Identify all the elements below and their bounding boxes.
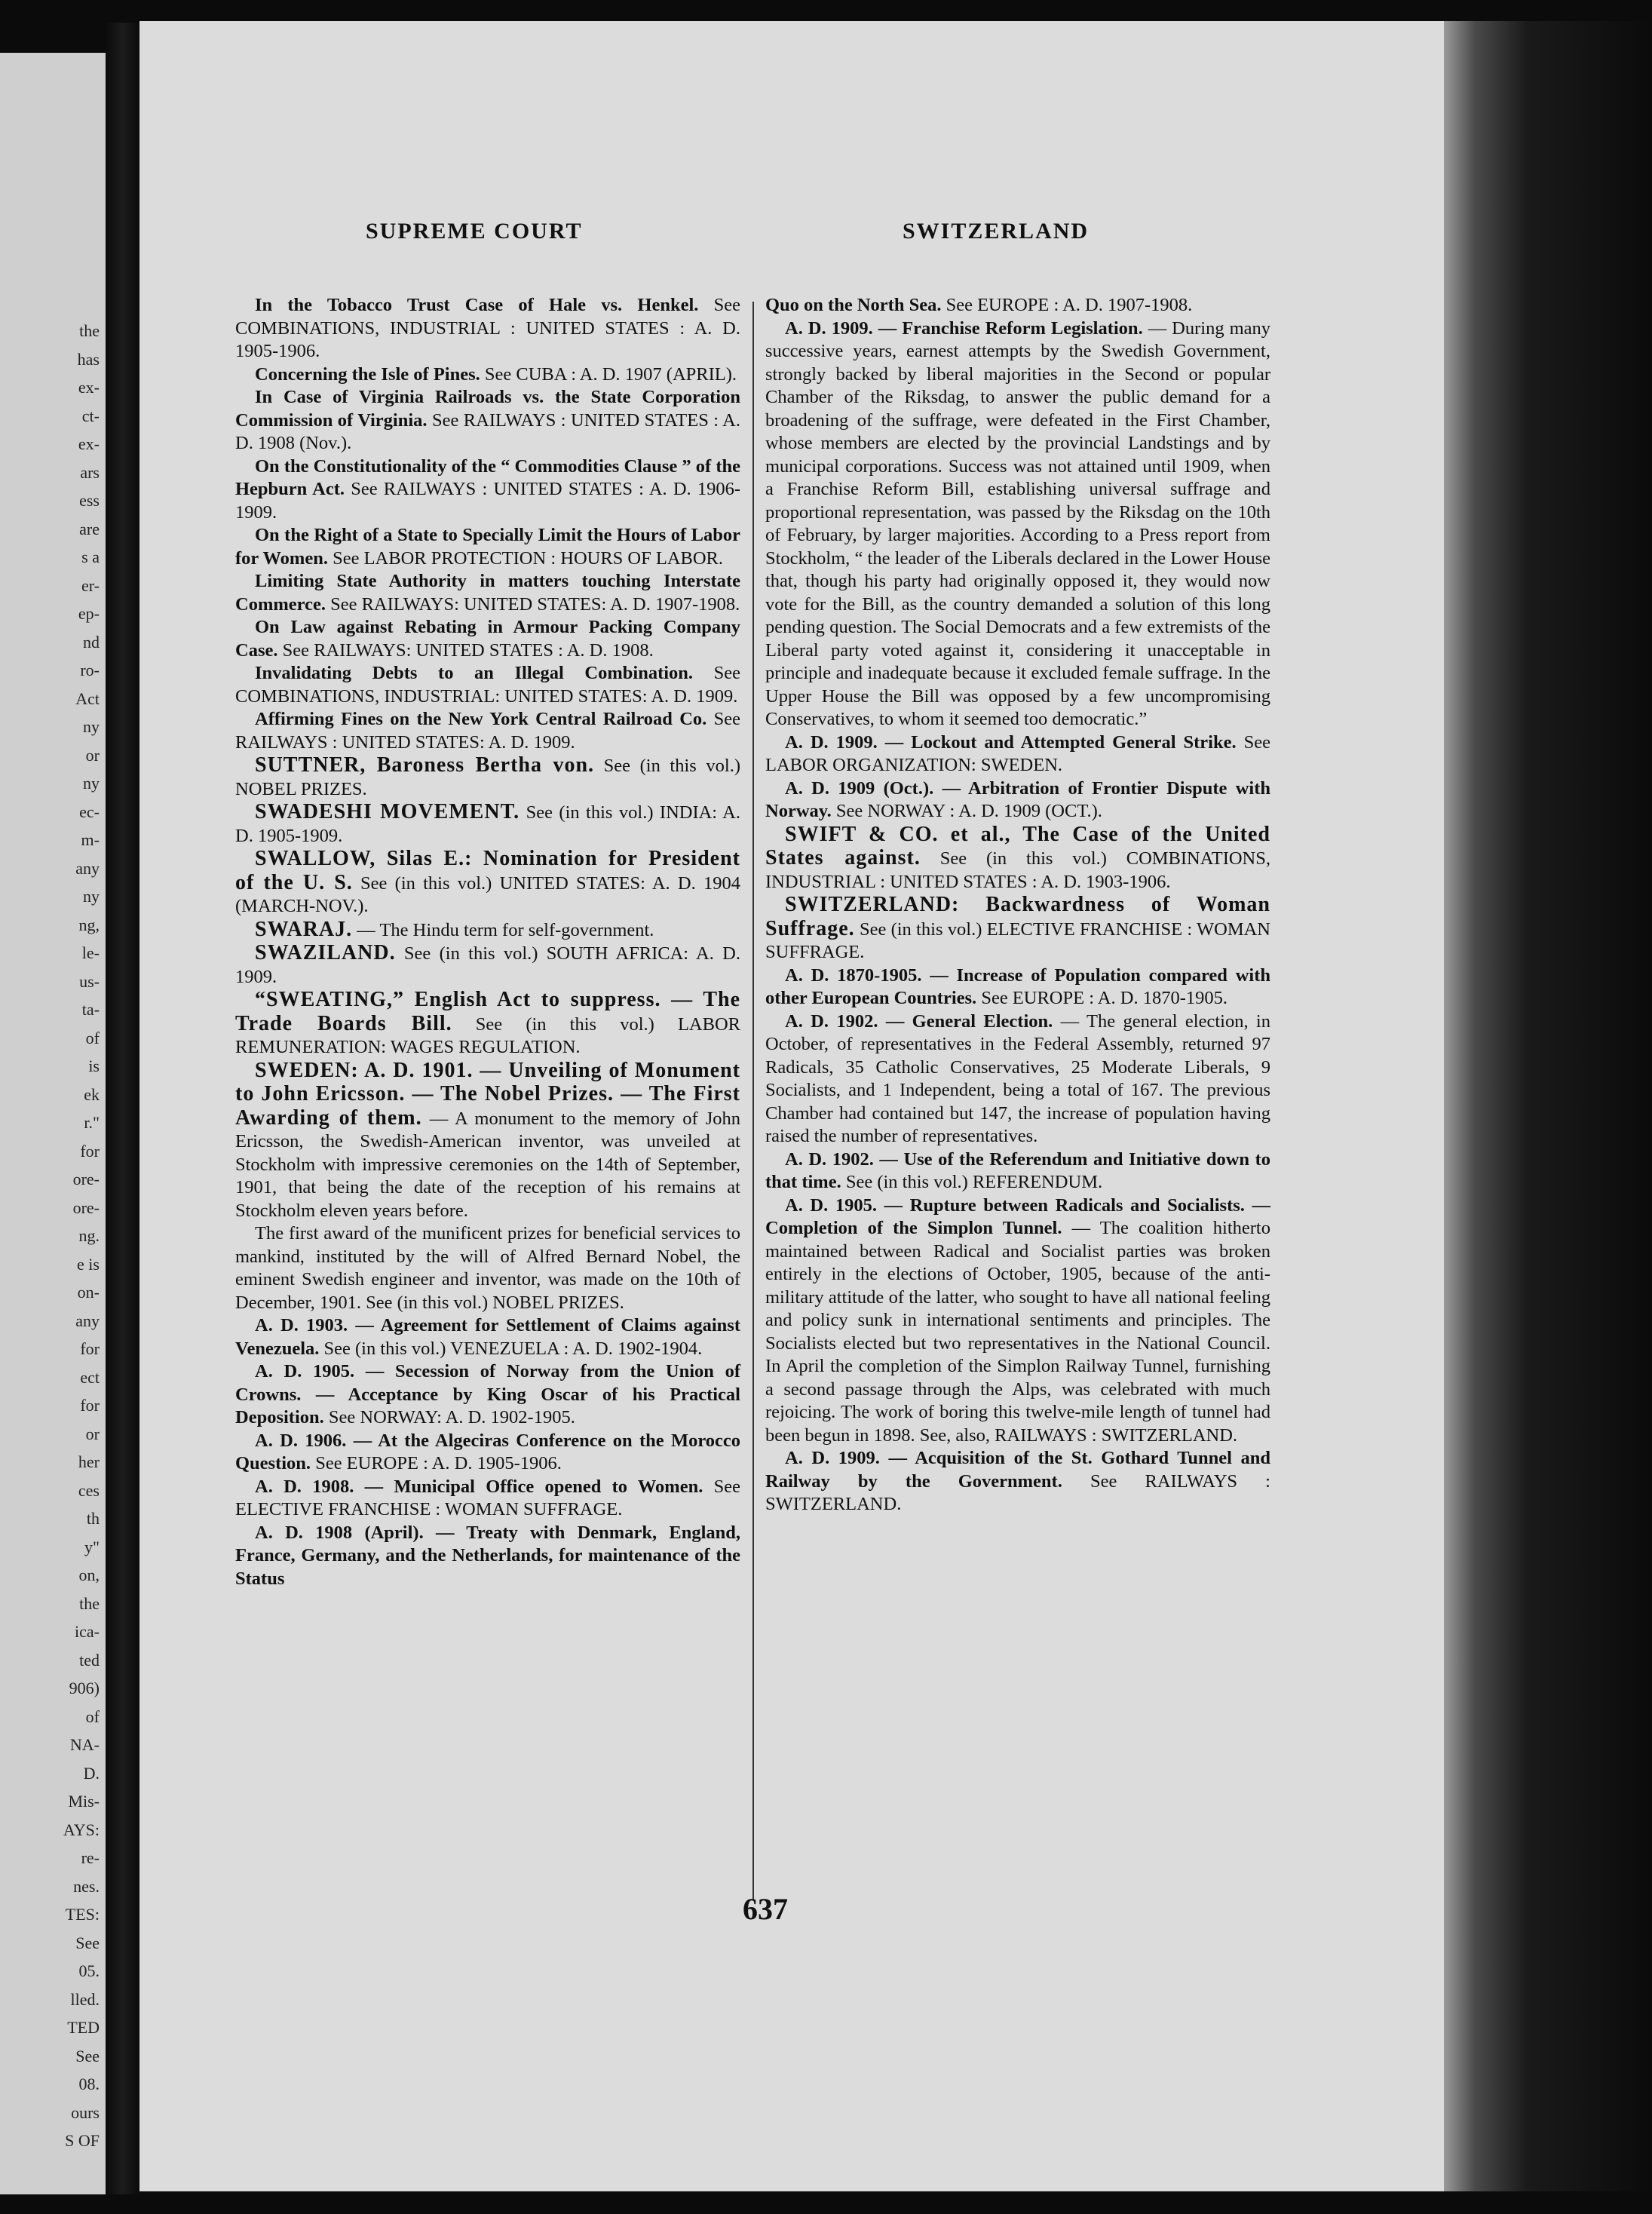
index-entry <box>765 823 1270 894</box>
margin-fragment: le- <box>81 943 100 962</box>
index-entry <box>235 1476 740 1522</box>
entry-text: See COMBINATIONS, INDUSTRIAL: UNITED STATES: A. D. 1909. <box>235 663 741 707</box>
entry-subheading: A. D. 1909. — Franchise Reform Legislation. <box>785 317 1143 339</box>
entry-subheading: A. D. 1905. — Secession of Norway from the Union of Crowns. — Acceptance by King Oscar of his Practical Deposition. <box>235 1361 740 1427</box>
margin-fragment: ect <box>80 1367 100 1387</box>
margin-fragment: has <box>77 349 100 369</box>
entry-subheading: A. D. 1905. — Rupture between Radicals and Socialists. — Completion of the Simplon Tunnel. <box>765 1194 1270 1238</box>
margin-fragment: ore- <box>72 1197 100 1217</box>
index-entry <box>235 386 740 455</box>
margin-fragment: 08. <box>78 2074 100 2093</box>
margin-fragment: us- <box>79 971 100 991</box>
entry-subheading: Invalidating Debts to an Illegal Combination. <box>255 663 694 683</box>
index-entry <box>765 964 1270 1010</box>
previous-page-edge <box>0 53 106 2194</box>
entry-text: See COMBINATIONS, INDUSTRIAL : UNITED STATES : A. D. 1905-1906. <box>235 295 740 361</box>
index-entry <box>235 294 740 363</box>
margin-fragment: on, <box>78 1565 100 1584</box>
entry-text: See RAILWAYS: UNITED STATES : A. D. 1908. <box>277 639 654 661</box>
margin-fragment: ec- <box>79 802 100 821</box>
index-entry <box>765 294 1270 317</box>
index-entry <box>235 363 740 387</box>
margin-fragment: 906) <box>69 1679 100 1697</box>
margin-fragment: D. <box>83 1763 100 1783</box>
entry-text: See CUBA : A. D. 1907 (APRIL). <box>480 363 737 385</box>
margin-fragment: nes. <box>73 1876 100 1896</box>
index-entry <box>235 754 740 801</box>
margin-fragment: er- <box>81 575 100 595</box>
entry-subheading: A. D. 1903. — Agreement for Settlement of Claims against Venezuela. <box>235 1315 740 1359</box>
index-entry <box>765 1148 1270 1194</box>
index-entry <box>235 455 740 525</box>
margin-fragment: S OF <box>65 2131 100 2150</box>
entry-text: See LABOR PROTECTION : HOURS OF LABOR. <box>327 547 724 569</box>
index-entry <box>235 848 740 918</box>
entry-text: See RAILWAYS : SWITZERLAND. <box>765 1470 1270 1514</box>
entry-text: See (in this vol.) NOBEL PRIZES. <box>235 756 740 799</box>
margin-fragment: ars <box>80 462 100 482</box>
entry-text: See LABOR ORGANIZATION: SWEDEN. <box>765 731 1270 775</box>
entry-subheading: On the Right of a State to Specially Limit the Hours of Labor for Women. <box>235 525 740 569</box>
entry-subheading: A. D. 1902. — Use of the Referendum and Initiative down to that time. <box>765 1148 1270 1192</box>
margin-fragment: ng, <box>78 915 100 934</box>
index-entry <box>235 801 740 848</box>
entry-text: See EUROPE : A. D. 1870-1905. <box>976 988 1228 1008</box>
entry-text: See EUROPE : A. D. 1905-1906. <box>311 1453 562 1473</box>
entry-text: — The coalition hitherto maintained between Radical and Socialist parties was broken entirely in the elections of October, 1905, because of the anti-military attitude of the latter, who sought to have all national feeling and policy sunk in international sentiments and principles. The Socialists elected but two representatives in the National Council. In April the completion of the Simplon Railway Tunnel, furnishing a second passage through the Alps, was celebrated with much rejoicing. The work of boring this twelve-mile length of tunnel had been begun in 1898. See, also, RAILWAYS : SWITZERLAND. <box>765 1218 1270 1446</box>
running-header-left: SUPREME COURT <box>366 219 583 244</box>
entry-subheading: A. D. 1909. — Lockout and Attempted General Strike. <box>785 731 1237 753</box>
index-entry <box>235 942 740 989</box>
margin-fragment: y" <box>84 1537 100 1556</box>
entry-subheading: A. D. 1870-1905. — Increase of Population compared with other European Countries. <box>765 964 1270 1008</box>
margin-fragment: nd <box>83 632 100 652</box>
margin-fragment: m- <box>81 830 100 849</box>
entry-text: See EUROPE : A. D. 1907-1908. <box>941 295 1193 315</box>
margin-fragment: ek <box>84 1084 100 1104</box>
entry-subheading: Limiting State Authority in matters touching Interstate Commerce. <box>235 571 740 615</box>
index-entry <box>235 1314 740 1360</box>
index-entry <box>235 1222 740 1314</box>
margin-fragment: her <box>78 1452 100 1471</box>
index-entry <box>235 1360 740 1430</box>
margin-fragment: lled. <box>70 1989 100 2009</box>
entry-text: — A monument to the memory of John Ericsson, the Swedish-American inventor, was unveiled at Stockholm with impressive ceremonies on the 14th of September, 1901, that being the date of the reception of his remains at Stockholm eleven years before. <box>235 1108 740 1221</box>
margin-fragment: or <box>85 1424 100 1443</box>
entry-text: See (in this vol.) ELECTIVE FRANCHISE : WOMAN SUFFRAGE. <box>765 918 1270 962</box>
index-entry <box>765 894 1270 964</box>
book-gutter <box>106 23 139 2194</box>
entry-text: See (in this vol.) COMBINATIONS, INDUSTRIAL : UNITED STATES : A. D. 1903-1906. <box>765 848 1270 892</box>
entry-subheading: A. D. 1908 (April). — Treaty with Denmark, England, France, Germany, and the Netherlands, for maintenance of the Status <box>235 1522 740 1589</box>
index-entry <box>235 1430 740 1476</box>
entry-text: See (in this vol.) SOUTH AFRICA: A. D. 1909. <box>235 943 740 987</box>
entry-heading: SWADESHI MOVEMENT. <box>255 800 520 823</box>
margin-fragment: Mis- <box>68 1792 100 1811</box>
index-entry <box>235 570 740 616</box>
margin-fragment: ct- <box>81 406 100 425</box>
entry-text: See RAILWAYS: UNITED STATES: A. D. 1907-1908. <box>325 593 740 615</box>
entry-heading: SWALLOW, Silas E.: Nomination for President of the U. S. <box>235 847 740 894</box>
entry-subheading: A. D. 1909 (Oct.). — Arbitration of Frontier Dispute with Norway. <box>765 777 1270 821</box>
index-entry <box>235 662 740 708</box>
margin-fragment: TES: <box>65 1905 100 1924</box>
entry-text: — The general election, in October, of representatives in the Federal Assembly, returned 97 Radicals, 35 Catholic Conservatives, 25 Moderate Liberals, 9 Socialists, and 1 Independent, being a total of 167. The previous Chamber had contained but 147, the increase of population having raised the number of representatives. <box>765 1010 1270 1146</box>
page-edge-shadow <box>1444 21 1652 2191</box>
entry-text: See (in this vol.) UNITED STATES: A. D. 1904 (MARCH-NOV.). <box>235 872 740 916</box>
margin-fragment: any <box>75 858 100 878</box>
margin-fragment: e is <box>77 1254 100 1274</box>
margin-fragment: s a <box>81 547 100 566</box>
entry-text: See NORWAY : A. D. 1909 (OCT.). <box>831 801 1102 821</box>
margin-fragment: ex- <box>78 434 100 453</box>
entry-heading: SUTTNER, Baroness Bertha von. <box>255 753 595 777</box>
entry-text: The first award of the munificent prizes for beneficial services to mankind, instituted by the will of Alfred Bernard Nobel, the eminent Swedish engineer and inventor, was made on the 10th of December, 1901. See (in this vol.) NOBEL PRIZES. <box>235 1223 740 1313</box>
index-entry <box>765 777 1270 823</box>
margin-fragment: AYS: <box>63 1820 100 1839</box>
margin-fragment: re- <box>81 1848 100 1867</box>
margin-fragment: ces <box>78 1480 100 1500</box>
index-entry <box>235 989 740 1059</box>
margin-fragment: ica- <box>75 1622 100 1641</box>
margin-fragment: ep- <box>78 604 100 623</box>
margin-fragment: 05. <box>78 1961 100 1980</box>
margin-fragment: ro- <box>80 661 100 679</box>
entry-heading: SWITZERLAND: Backwardness of Woman Suffrage. <box>765 893 1270 940</box>
index-entry <box>235 524 740 570</box>
margin-fragment: ess <box>79 491 100 510</box>
index-entry <box>765 1010 1270 1148</box>
entry-text: See RAILWAYS : UNITED STATES : A. D. 1906-1909. <box>235 479 740 523</box>
margin-fragment: ted <box>79 1650 100 1670</box>
entry-heading: SWIFT & CO. et al., The Case of the United States against. <box>765 822 1270 869</box>
entry-text: See NORWAY: A. D. 1902-1905. <box>323 1407 575 1427</box>
entry-text: See (in this vol.) LABOR REMUNERATION: WAGES REGULATION. <box>235 1013 740 1057</box>
margin-fragment: for <box>80 1339 100 1358</box>
entry-subheading: A. D. 1902. — General Election. <box>785 1010 1053 1032</box>
entry-heading: SWARAJ. <box>255 917 353 941</box>
entry-text: See (in this vol.) VENEZUELA : A. D. 1902-1904. <box>319 1338 703 1359</box>
margin-fragment: or <box>85 745 100 765</box>
margin-fragment: ex- <box>78 378 100 397</box>
entry-text: See RAILWAYS : UNITED STATES: A. D. 1909. <box>235 709 740 753</box>
index-entry <box>235 918 740 943</box>
entry-subheading: On the Constitutionality of the “ Commodities Clause ” of the Hepburn Act. <box>235 455 740 499</box>
margin-fragment: for <box>80 1141 100 1161</box>
column-divider <box>752 302 754 1900</box>
right-column <box>765 294 1270 1516</box>
margin-fragment: on- <box>77 1283 100 1302</box>
entry-text: See RAILWAYS : UNITED STATES : A. D. 1908 (Nov.). <box>235 409 740 453</box>
margin-fragment: See <box>75 1933 100 1952</box>
margin-fragment: r." <box>84 1113 100 1132</box>
margin-fragment: the <box>79 1593 100 1613</box>
entry-text: See (in this vol.) INDIA: A. D. 1905-1909. <box>235 802 741 846</box>
index-entry <box>765 1194 1270 1448</box>
index-entry <box>235 616 740 662</box>
margin-fragment: of <box>85 1028 100 1047</box>
entry-subheading: In the Tobacco Trust Case of Hale vs. Henkel. <box>255 295 699 315</box>
index-entry <box>765 1447 1270 1516</box>
margin-fragment: th <box>86 1509 100 1528</box>
margin-fragment: ny <box>83 774 100 793</box>
entry-subheading: Quo on the North Sea. <box>765 295 942 315</box>
margin-fragment: ours <box>71 2102 100 2122</box>
entry-text: See ELECTIVE FRANCHISE : WOMAN SUFFRAGE. <box>235 1476 741 1519</box>
margin-fragment: for <box>80 1396 100 1415</box>
index-entry <box>235 1522 740 1591</box>
entry-subheading: Affirming Fines on the New York Central Railroad Co. <box>255 709 707 729</box>
entry-subheading: A. D. 1906. — At the Algeciras Conference on the Morocco Question. <box>235 1430 740 1473</box>
margin-fragment: is <box>88 1056 100 1075</box>
margin-fragment: NA- <box>69 1735 100 1754</box>
margin-fragment: TED <box>67 2018 100 2037</box>
entry-subheading: Concerning the Isle of Pines. <box>255 363 480 385</box>
index-entry <box>765 317 1270 731</box>
previous-page-text-fragments <box>0 53 106 2194</box>
margin-fragment: ng. <box>78 1226 100 1245</box>
entry-text: — The Hindu term for self-government. <box>352 919 654 940</box>
entry-text: See (in this vol.) REFERENDUM. <box>841 1172 1103 1192</box>
margin-fragment: Act <box>75 688 100 708</box>
left-column <box>235 294 740 1590</box>
margin-fragment: ta- <box>81 1000 100 1019</box>
entry-heading: SWEDEN: A. D. 1901. — Unveiling of Monument to John Ericsson. — The Nobel Prizes. — The First Awarding of them. <box>235 1058 740 1130</box>
margin-fragment: of <box>85 1706 100 1726</box>
entry-text: — During many successive years, earnest attempts by the Swedish Government, strongly backed by liberal majorities in the Second or popular Chamber of the Riksdag, to answer the public demand for a broadening of the suffrage, were defeated in the First Chamber, whose members are elected by the provincial Landstings and by municipal corporations. Success was not attained until 1909, when a Franchise Reform Bill, establishing universal suffrage and proportional representation, was passed by the Riksdag on the 10th of February, by larger majorities. According to a Press report from Stockholm, “ the leader of the Liberals declared in the Lower House that, though his party had originally opposed it, they would now vote for the Bill, as the country demanded a solution of this long pending question. The Social Democrats and a few extremists of the Liberal party voted against it, considering it unacceptable in principle and inadequate because it excluded female suffrage. In the Upper House the Bill was opposed by a few uncompromising Conservatives, to whom it seemed too democratic.” <box>765 317 1270 729</box>
index-entry <box>765 731 1270 777</box>
entry-subheading: A. D. 1909. — Acquisition of the St. Gothard Tunnel and Railway by the Government. <box>765 1448 1270 1492</box>
entry-subheading: In Case of Virginia Railroads vs. the State Corporation Commission of Virginia. <box>235 387 740 431</box>
running-header-right: SWITZERLAND <box>903 219 1090 244</box>
margin-fragment: any <box>75 1311 100 1330</box>
margin-fragment: ore- <box>72 1170 100 1188</box>
entry-subheading: On Law against Rebating in Armour Packing Company Case. <box>235 617 740 661</box>
margin-fragment: ny <box>83 887 100 906</box>
index-entry <box>235 708 740 754</box>
margin-fragment: ny <box>83 717 100 736</box>
page-number: 637 <box>743 1892 788 1926</box>
margin-fragment: See <box>75 2046 100 2065</box>
margin-fragment: are <box>79 519 100 538</box>
index-entry <box>235 1059 740 1223</box>
entry-subheading: A. D. 1908. — Municipal Office opened to Women. <box>255 1476 703 1497</box>
entry-heading: SWAZILAND. <box>255 941 396 964</box>
margin-fragment: the <box>79 321 100 340</box>
entry-heading: “SWEATING,” English Act to suppress. — The Trade Boards Bill. <box>235 988 740 1035</box>
